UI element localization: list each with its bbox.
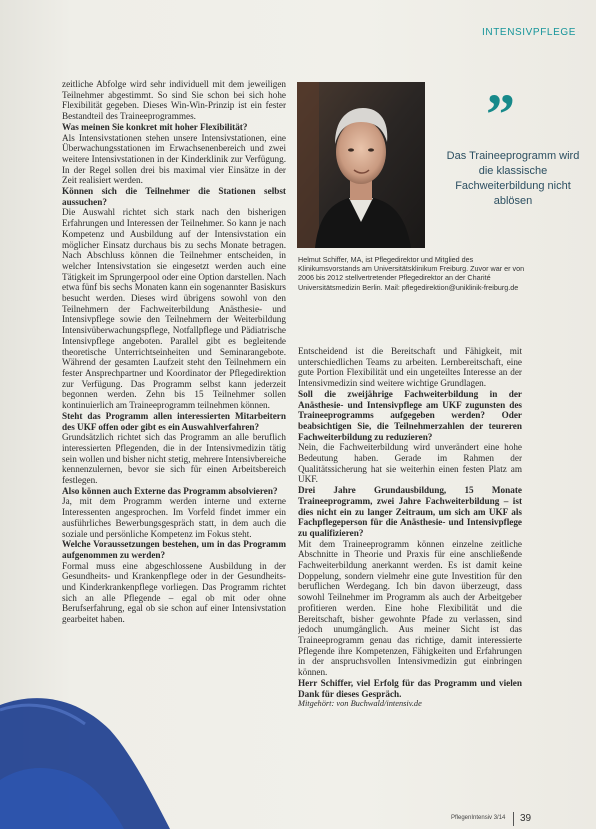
- body-paragraph: Die Auswahl richtet sich stark nach den bisherigen Erfahrungen und Interessen der Teilnehmer. So kann je nach Kompetenz und Ausbildung auf der Intensivstation ein möglicher Einsatz durchaus bis zu sechs Monate betragen. Nach Abschluss können die Teilnehmer entscheiden, in welcher Intensivstation sie eingesetzt werden auch eine Tätigkeit im Sprungerpool oder eine Option darstellen. Nach etwa fünf bis sechs Monaten kann ein sogenannter Basiskurs besucht werden. Dieses wird übrigens sowohl von den Teilnehmern der Fachweiterbildung Anästhesie- und Intensivpflege sowie den Teilnehmern der Weiterbildung Intensivüberwachungspflege, Notfallpflege und Pädiatrische Intensivpflege angeboten. Parallel gibt es begleitende theoretische Unterrichtseinheiten und Seminarangebote. Während der gesamten Laufzeit steht den Teilnehmern ein fester Ansprechpartner und Koordinator der Pflegedirektion zur Verfügung. Das Programm selbst kann jederzeit begonnen werden. Zehn bis 15 Teilnehmer sollen kontinuierlich am Traineeprogramm teilnehmen können.: [62, 207, 286, 411]
- body-paragraph: zeitliche Abfolge wird sehr individuell mit dem jeweiligen Teilnehmer abgestimmt. So sind Sie schon bei sich hohe Flexibilität gegeben. Dieses Win-Win-Prinzip ist ein fester Bestandteil des Traineeprogrammes.: [62, 79, 286, 122]
- section-label: INTENSIVPFLEGE: [482, 27, 576, 38]
- page-number: 39: [520, 813, 532, 824]
- interview-question: Welche Voraussetzungen bestehen, um in das Programm aufgenommen zu werden?: [62, 539, 286, 560]
- author-credit: Mitgehört: von Buchwald/intensiv.de: [298, 699, 422, 709]
- interview-question: Steht das Programm allen interessierten Mitarbeitern des UKF offen oder gibt es ein Auswahlverfahren?: [62, 410, 286, 432]
- photo-caption: Helmut Schiffer, MA, ist Pflegedirektor und Mitglied des Klinikumsvorstands am Universitätsklinikum Freiburg. Zuvor war er von 2006 bis 2012 stellvertretender Pflegedirektor an der Charité Universitätsmedizin Berlin. Mail: pflegedirektion@uniklinik-freiburg.de: [298, 255, 525, 292]
- interview-question: Herr Schiffer, viel Erfolg für das Programm und vielen Dank für dieses Gespräch.: [298, 677, 522, 699]
- right-column: [298, 346, 522, 821]
- footer-divider: [513, 812, 514, 826]
- interview-question: Drei Jahre Grundausbildung, 15 Monate Traineeprogramm, zwei Jahre Fachweiterbildung – ist dies nicht ein zu langer Zeitraum, um sich am UKF als Fachpflegeperson für die Anästhesie- und Intensivpflege zu qualifizieren?: [298, 485, 522, 538]
- pull-quote: Das Traineeprogramm wird die klassische Fachweiterbildung nicht ablösen: [446, 150, 580, 207]
- body-paragraph: Mit dem Traineeprogramm können einzelne zeitliche Abschnitte in Theorie und Praxis für eine anschließende Fachweiterbildung anerkannt werden. Es ist damit keine Doppelung, sondern vielmehr eine gute Investition für den beruflichen Werdegang. Ich bin davon überzeugt, dass sowohl Teilnehmer im Programm als auch der Arbeitgeber profitieren werden. Eine hohe Flexibilität und die Bereitschaft, bisher gewohnte Pfade zu verlassen, sind jedoch unumgänglich. Aus meiner Sicht ist das Traineeprogramm genau das richtige, damit interessierte Pflegende ihre Kompetenzen, Fähigkeiten und Erfahrungen in der anspruchsvollen Intensivmedizin gut einbringen können.: [298, 538, 522, 678]
- interview-question: Soll die zweijährige Fachweiterbildung in der Anästhesie- und Intensivpflege am UKF zugunsten des Traineeprogramms aufgegeben werden? Oder beabsichtigen Sie, die Teilnehmerzahlen der teureren Fachweiterbildung zu reduzieren?: [298, 388, 522, 442]
- body-paragraph: Grundsätzlich richtet sich das Programm an alle beruflich interessierten Pflegenden, die in der Intensivmedizin tätig sein wollen und bisher nicht stetig, mehrere Intensivbereiche kennenzulernen, bevor sie sich für einen Arbeitsbereich festlegen.: [62, 432, 286, 486]
- footer-label: PflegenIntensiv 3/14: [451, 815, 506, 821]
- body-paragraph: Entscheidend ist die Bereitschaft und Fähigkeit, mit unterschiedlichen Teams zu arbeiten. Lernbereitschaft, eine gute Portion Flexibilität und ein ungeteiltes Interesse an der Intensivmedizin sind weitere wichtige Grundlagen.: [298, 346, 522, 389]
- body-paragraph: Formal muss eine abgeschlossene Ausbildung in der Gesundheits- und Krankenpflege oder in der Gesundheits- und Kinderkrankenpflege vorliegen. Das Programm richtet sich an alle Pflegende – egal ob mit oder ohne Berufserfahrung, egal ob sie schon auf einer Intensivstation gearbeitet haben.: [62, 560, 286, 625]
- body-paragraph: Ja, mit dem Programm werden interne und externe Interessenten angesprochen. Im Vorfeld findet immer ein ausführliches Bewerbungsgespräch statt, in dem auch die soziale und persönliche Kompetenz im Fokus steht.: [62, 496, 286, 539]
- interview-question: Also können auch Externe das Programm absolvieren?: [62, 485, 278, 496]
- quote-mark-icon: ”: [486, 82, 515, 147]
- interview-question: Was meinen Sie konkret mit hoher Flexibilität?: [62, 121, 248, 132]
- body-paragraph: Als Intensivstationen stehen unsere Intensivstationen, eine Überwachungsstationen im Erwachsenenbereich und zwei weitere Intensivstationen in der Kinderklinik zur Verfügung. In der Regel sollen drei bis maximal vier Einsätze in der Zeit realisiert werden.: [62, 132, 286, 186]
- header-bar: [0, 0, 596, 45]
- portrait-photo: [297, 82, 425, 248]
- interview-question: Können sich die Teilnehmer die Stationen selbst aussuchen?: [62, 186, 286, 207]
- portrait-image: [297, 82, 425, 248]
- body-paragraph: Nein, die Fachweiterbildung wird unverändert eine hohe Bedeutung haben. Gerade im Rahmen der Qualitätssicherung hat sie weiterhin einen festen Platz am UKF.: [298, 442, 522, 485]
- left-column: [62, 79, 286, 817]
